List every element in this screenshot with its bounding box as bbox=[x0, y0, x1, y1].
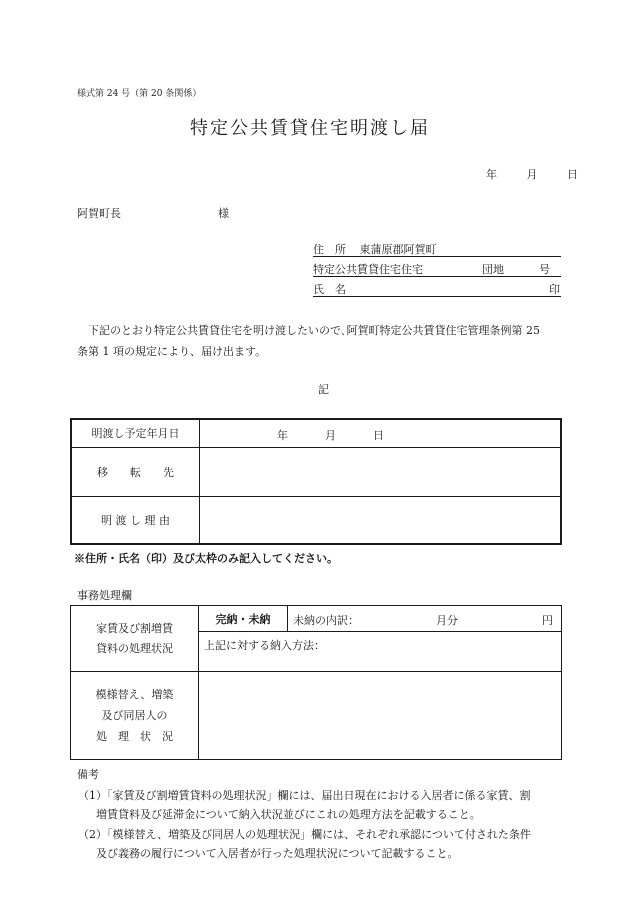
form-title: 特定公共賃貸住宅明渡し届 bbox=[190, 118, 430, 139]
remodel-status-label bbox=[71, 672, 199, 760]
address-row bbox=[313, 241, 561, 257]
form-number: 様式第 24 号（第 20 条関係） bbox=[77, 89, 202, 99]
date-year: 年 bbox=[486, 168, 497, 181]
name-label: 氏 名 bbox=[313, 283, 346, 296]
month-unit: 月分 bbox=[436, 614, 458, 627]
rent-status-label bbox=[71, 606, 199, 672]
main-table bbox=[70, 418, 562, 545]
remark2-line2: 及び義務の履行について入居者が行った処理状況について記載すること。 bbox=[96, 847, 459, 860]
address-value: 東蒲原郡阿賀町 bbox=[359, 243, 437, 256]
recipient-honorific: 様 bbox=[218, 207, 229, 220]
remark1-line1: （1）「家賃及び割増賃貸料の処理状況」欄には、届出日現在における入居者に係る家賃、割 bbox=[78, 789, 531, 802]
relocation-field[interactable] bbox=[200, 447, 562, 496]
move-out-date-field[interactable] bbox=[200, 419, 562, 447]
paid-status[interactable]: 完納・未納 bbox=[199, 606, 288, 632]
office-heading: 事務処理欄 bbox=[77, 589, 132, 602]
unpaid-breakdown-label: 未納の内訳： bbox=[293, 614, 359, 627]
move-out-month: 月 bbox=[325, 429, 336, 442]
move-out-day: 日 bbox=[373, 429, 384, 442]
date-line bbox=[486, 166, 578, 182]
yen-unit: 円 bbox=[542, 614, 553, 627]
remodel-label-line2: 及び同居人の bbox=[101, 709, 168, 722]
remodel-status-field[interactable] bbox=[199, 672, 562, 760]
housing-row bbox=[313, 261, 561, 277]
recipient: 阿賀町長 bbox=[77, 207, 121, 220]
office-table bbox=[70, 605, 562, 760]
housing-label: 特定公共賃貸住宅住宅 bbox=[313, 263, 423, 276]
remodel-label-line1: 模様替え、増築 bbox=[95, 688, 174, 701]
move-out-year: 年 bbox=[277, 429, 288, 442]
date-month: 月 bbox=[526, 168, 538, 181]
remark2-line1: （2）「模様替え、増築及び同居人の処理状況」欄には、それぞれ承認について付された条件 bbox=[78, 828, 531, 841]
seal-mark: 印 bbox=[549, 283, 560, 296]
body-text-line1: 下記のとおり特定公共賃貸住宅を明け渡したいので､阿賀町特定公共賃貸住宅管理条例第 25 bbox=[88, 324, 540, 337]
move-out-date-label: 明渡し予定年月日 bbox=[71, 419, 200, 447]
reason-label: 明 渡 し 理 由 bbox=[71, 496, 200, 544]
date-day: 日 bbox=[567, 168, 578, 181]
ki-heading: 記 bbox=[318, 383, 329, 396]
remarks-heading: 備考 bbox=[77, 768, 99, 781]
payment-method-label: 上記に対する納入方法： bbox=[204, 639, 325, 652]
unpaid-breakdown[interactable] bbox=[288, 606, 562, 632]
body-text-line2: 条第 1 項の規定により、届け出ます。 bbox=[77, 345, 267, 358]
fill-in-note: ※住所・氏名（印）及び太枠のみ記入してください。 bbox=[74, 552, 338, 565]
name-row bbox=[313, 281, 561, 297]
housing-number: 号 bbox=[539, 263, 550, 276]
reason-field[interactable] bbox=[200, 496, 562, 544]
address-label: 住 所 bbox=[313, 243, 346, 256]
payment-method-field[interactable] bbox=[199, 632, 562, 672]
housing-block: 団地 bbox=[482, 263, 504, 276]
remark1-line2: 増賃貸料及び延滞金について納入状況並びにこれの処理方法を記載すること。 bbox=[96, 808, 481, 821]
remodel-label-line3: 処 理 状 況 bbox=[96, 730, 173, 743]
rent-label-line2: 貸料の処理状況 bbox=[96, 641, 173, 655]
relocation-label: 移 転 先 bbox=[71, 447, 200, 496]
rent-label-line1: 家賃及び割増賃 bbox=[96, 621, 173, 635]
